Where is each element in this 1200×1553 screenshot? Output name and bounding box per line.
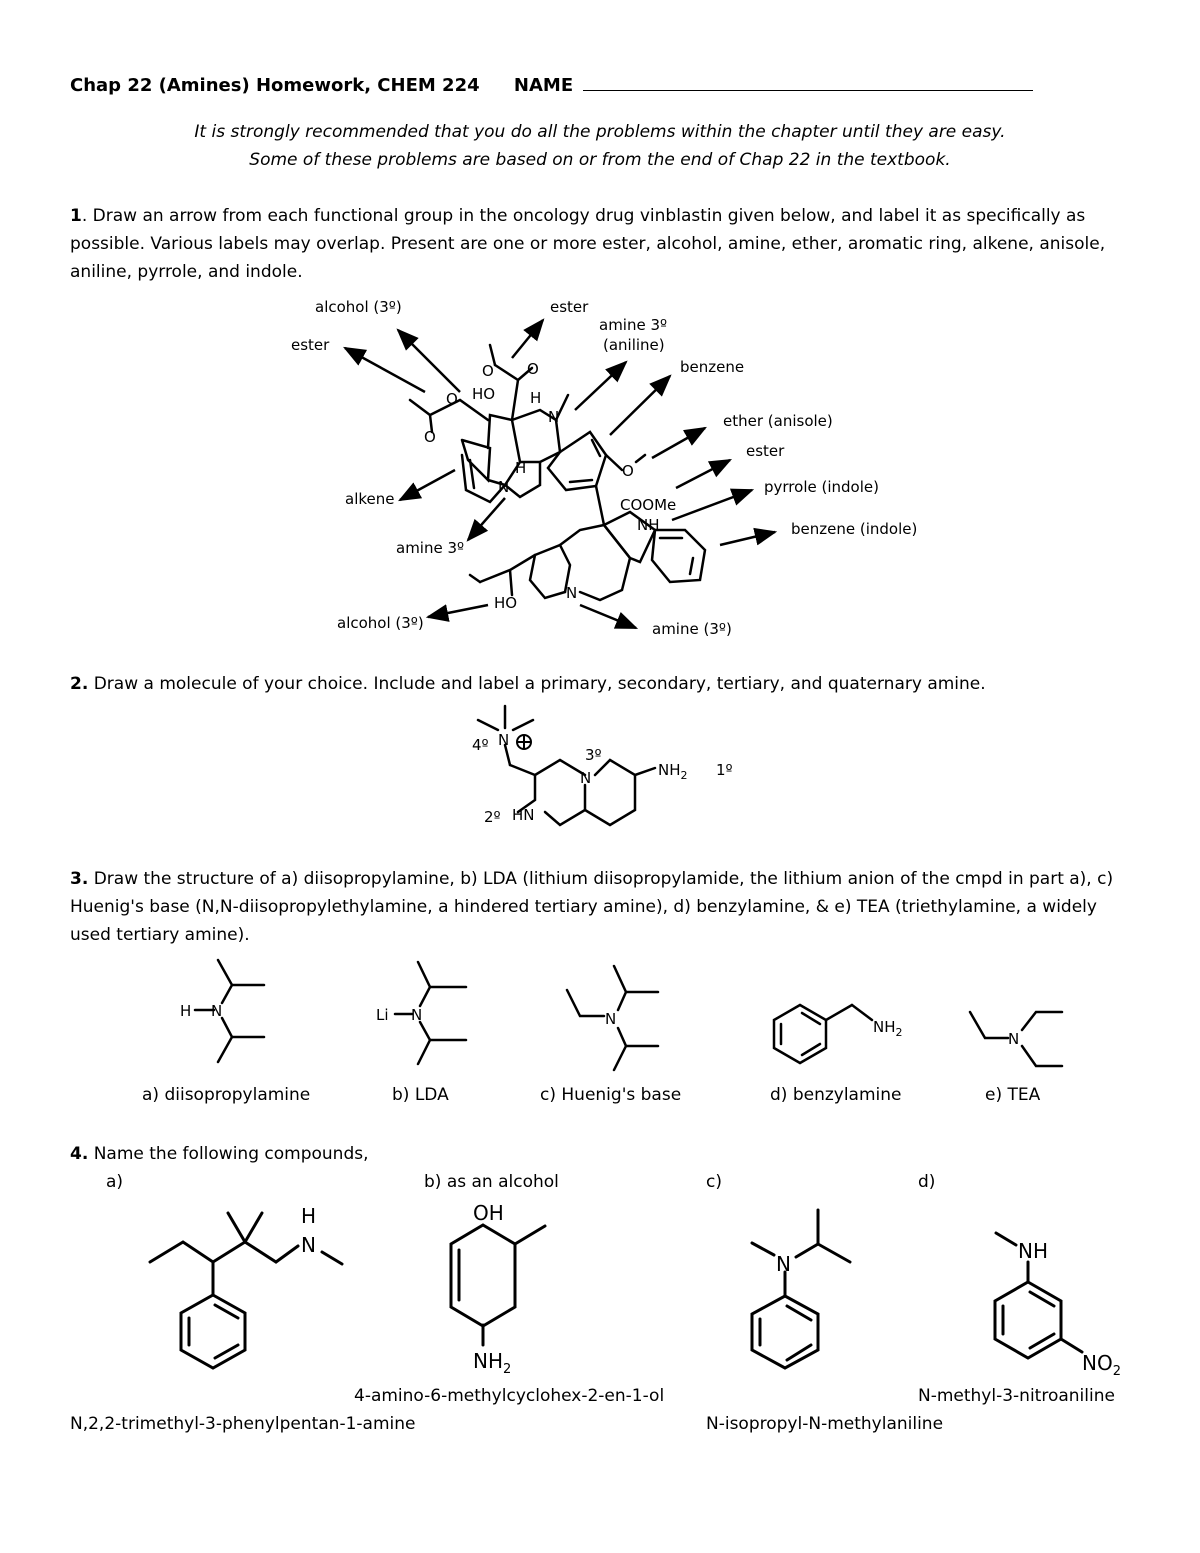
arrow-alcohol-bottom [428,605,488,617]
question-4-number: 4. [70,1144,89,1164]
q2-labels [472,731,733,826]
arrow-amine-left [468,498,505,540]
vinblastine-structure [410,345,705,600]
answer-a: N,2,2-trimethyl-3-phenylpentan-1-amine [70,1414,416,1434]
atom-n-4c: N [776,1252,791,1276]
atom-o-ether: O [622,462,634,480]
label-tertiary: 3º [585,746,602,764]
atom-n-4a: N [301,1233,316,1257]
atom-nh-4d: NH [1018,1239,1048,1263]
caption-huenigs-base: c) Huenig's base [540,1085,682,1105]
arrow-ester-left [345,348,425,392]
label-alcohol-bottom: alcohol (3º) [337,614,424,632]
question-1-text: . Draw an arrow from each functional group in the oncology drug vinblastin given below, and label it as specifically as possible. Various labels may overlap. Present are one or more ester, alcohol, amine, ether, aromatic ring, alkene, anisole, aniline, pyrrole, and indole. [70,206,1106,282]
label-amine-aniline-2: (aniline) [603,336,665,354]
arrow-ester-top [512,320,543,358]
answer-d: N-methyl-3-nitroaniline [918,1386,1115,1406]
atom-hn: HN [512,806,535,824]
atom-n-plus: N [498,731,510,749]
question-2-number: 2. [70,674,89,694]
question-3-number: 3. [70,869,89,889]
q3-atoms [180,1002,1019,1048]
caption-tea: e) TEA [985,1085,1041,1105]
atom-no2-4d: $NO_2$ [1082,1351,1121,1379]
label-ester-top: ester [550,298,589,316]
caption-diisopropylamine: a) diisopropylamine [142,1085,311,1105]
q4-atoms [301,1201,1121,1379]
question-2-text: Draw a molecule of your choice. Include and label a primary, secondary, tertiary, and quaternary amine. [88,674,986,694]
atom-nh2-d: $NH_2$ [873,1018,903,1039]
label-alcohol-top: alcohol (3º) [315,298,402,316]
atom-nh2: $NH_2$ [658,761,688,782]
answer-c: N-isopropyl-N-methylaniline [706,1414,944,1434]
label-amine-3-left: amine 3º [396,539,465,557]
atom-li-b: Li [376,1006,389,1024]
atom-ho-1: HO [472,385,496,403]
recommendation-line-2: Some of these problems are based on or from the end of Chap 22 in the textbook. [249,150,951,170]
q4-part-a: a) [106,1172,124,1192]
caption-benzylamine: d) benzylamine [770,1085,902,1105]
question-4-text: Name the following compounds, [88,1144,369,1164]
arrow-ether [652,428,705,458]
q4-part-b: b) as an alcohol [424,1172,559,1192]
atom-n-b: N [411,1006,423,1024]
arrow-benzene [610,376,670,435]
label-ester-right: ester [746,442,785,460]
label-pyrrole-indole: pyrrole (indole) [764,478,879,496]
name-label: NAME [513,75,574,96]
arrow-ester-right [676,460,730,488]
title-text: Chap 22 (Amines) Homework, CHEM 224 [70,75,480,96]
q2-structure [478,706,655,825]
atom-n-a: N [211,1002,223,1020]
atom-n-c: N [605,1010,617,1028]
label-benzene: benzene [680,358,745,376]
atom-o-2: O [446,390,458,408]
recommendation-line-1: It is strongly recommended that you do all the problems within the chapter until they are easy. [194,122,1006,142]
label-amine-aniline-1: amine 3º [599,316,668,334]
arrow-pyrrole [672,490,752,520]
atom-n-3: N [566,584,578,602]
question-1-number: 1 [70,206,82,226]
question-3-text: Draw the structure of a) diisopropylamine, b) LDA (lithium diisopropylamide, the lithium anion of the cmpd in part a), c) Huenig's base (N,N-diisopropylethylamine, a hindered tertiary amine), d) benzylamine, & e) TEA (triethylamine, a widely used tertiary amine). [70,869,1114,945]
atom-o-4: O [527,360,539,378]
arrow-benzene-indole [720,532,775,545]
atom-o-1: O [424,428,436,446]
label-quaternary: 4º [472,736,489,754]
atom-n-e: N [1008,1030,1020,1048]
label-ether-anisole: ether (anisole) [723,412,833,430]
vinblastine-atom-labels [424,360,676,612]
q4-part-d: d) [918,1172,936,1192]
atom-h-4a: H [301,1204,317,1228]
label-secondary: 2º [484,808,501,826]
atom-h-1: H [530,389,542,407]
atom-h-a: H [180,1002,192,1020]
label-benzene-indole: benzene (indole) [791,520,918,538]
label-ester-left: ester [291,336,330,354]
q4-structures [150,1210,1082,1368]
atom-o-3: O [482,362,494,380]
atom-oh-4b: OH [473,1201,504,1225]
atom-n-ring: N [580,769,592,787]
caption-lda: b) LDA [392,1085,449,1105]
q3-structures [195,960,1062,1070]
arrow-amine-aniline [575,362,626,410]
vinblastine-group-labels [291,298,917,638]
atom-h-2: H [515,459,527,477]
arrow-alkene [400,470,455,500]
answer-b: 4-amino-6-methylcyclohex-2-en-1-ol [354,1386,665,1406]
label-alkene: alkene [345,490,395,508]
arrow-amine-bottom [580,605,636,628]
label-primary: 1º [716,761,733,779]
atom-coome: COOMe [620,496,677,514]
atom-nh2-4b: $NH_2$ [473,1349,512,1377]
label-amine-3-bottom: amine (3º) [652,620,732,638]
atom-n-2: N [498,478,510,496]
atom-nh: NH [637,516,660,534]
atom-n-1: N [548,408,560,426]
q4-part-c: c) [706,1172,722,1192]
atom-ho-2: HO [494,594,518,612]
